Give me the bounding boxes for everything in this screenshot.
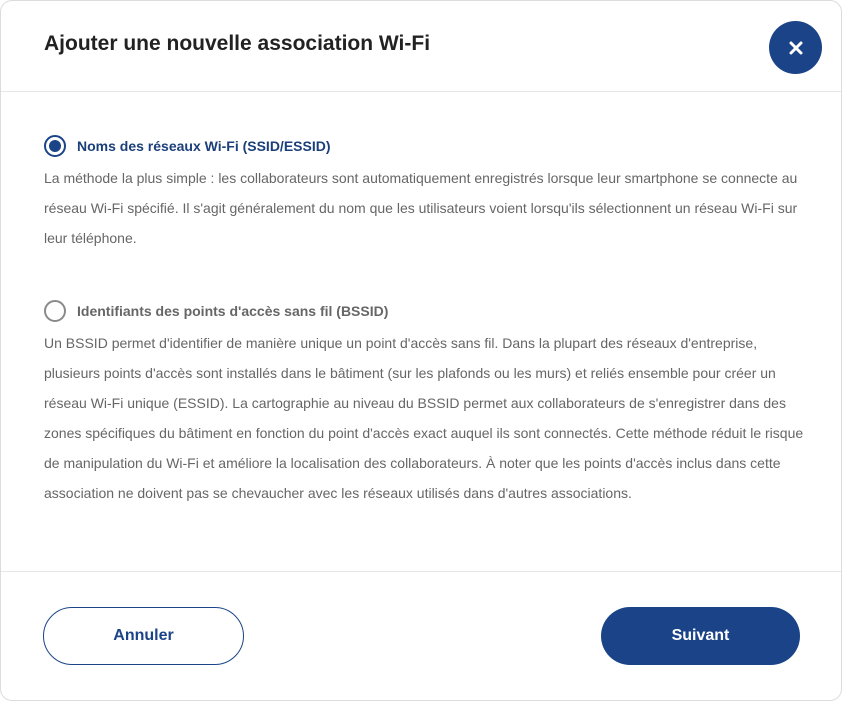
option-bssid — [44, 298, 804, 508]
option-bssid-label[interactable]: Identifiants des points d'accès sans fil (BSSID) — [77, 303, 389, 319]
dialog-title: Ajouter une nouvelle association Wi-Fi — [44, 32, 431, 55]
option-ssid — [44, 133, 804, 253]
close-icon — [788, 40, 804, 56]
radio-bssid[interactable] — [44, 300, 66, 322]
radio-ssid[interactable] — [44, 135, 66, 157]
option-bssid-header[interactable] — [44, 298, 804, 324]
next-button[interactable]: Suivant — [601, 607, 800, 665]
dialog-header — [1, 1, 841, 92]
option-ssid-label[interactable]: Noms des réseaux Wi-Fi (SSID/ESSID) — [77, 138, 331, 154]
dialog-footer — [1, 571, 841, 701]
cancel-button[interactable]: Annuler — [43, 607, 244, 665]
option-ssid-header[interactable] — [44, 133, 804, 159]
close-button[interactable] — [769, 21, 822, 74]
option-bssid-description: Un BSSID permet d'identifier de manière unique un point d'accès sans fil. Dans la plupart des réseaux d'entreprise, plusieurs points d'accès sont installés dans le bâtiment (sur les plafonds ou les murs) et reliés ensemble pour créer un réseau Wi-Fi unique (ESSID). La cartographie au niveau du BSSID permet aux collaborateurs de s'enregistrer dans des zones spécifiques du bâtiment en fonction du point d'accès exact auquel ils sont connectés. Cette méthode réduit le risque de manipulation du Wi-Fi et améliore la localisation des collaborateurs. À noter que les points d'accès inclus dans cette association ne doivent pas se chevaucher avec les réseaux utilisés dans d'autres associations. — [44, 335, 804, 501]
option-ssid-description: La méthode la plus simple : les collaborateurs sont automatiquement enregistrés lorsque leur smartphone se connecte au réseau Wi-Fi spécifié. Il s'agit généralement du nom que les utilisateurs voient lorsqu'ils sélectionnent un réseau Wi-Fi sur leur téléphone. — [44, 170, 798, 246]
